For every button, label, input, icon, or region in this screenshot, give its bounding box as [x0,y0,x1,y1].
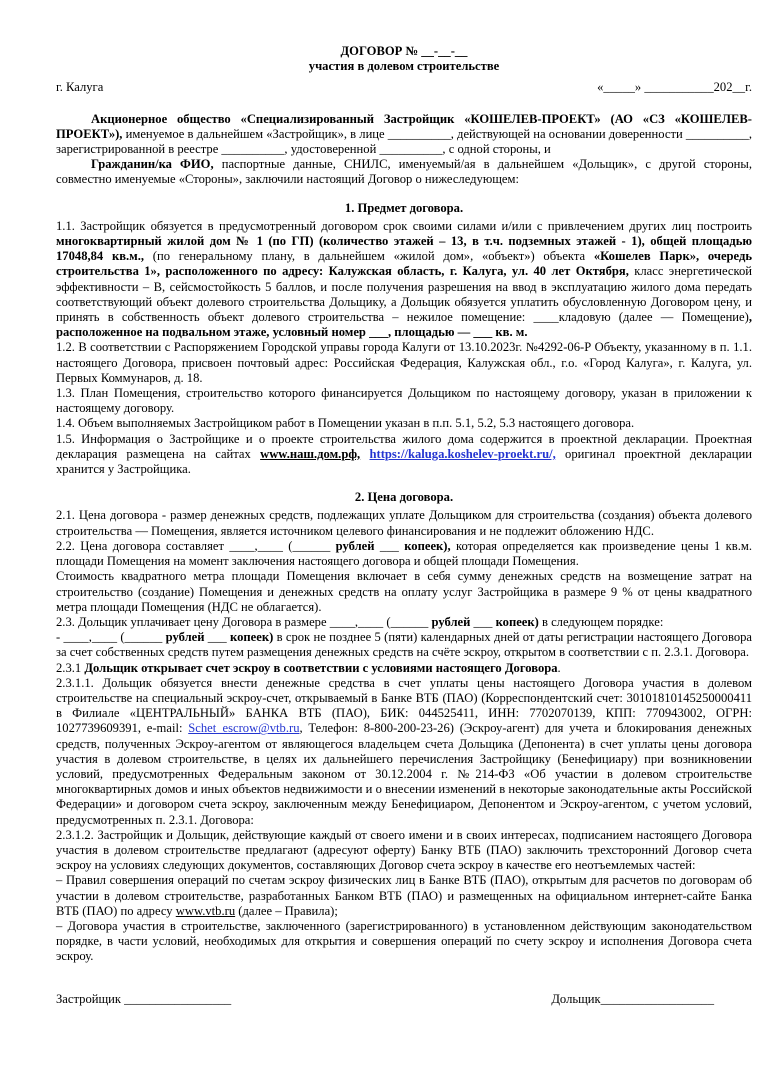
text-run: рублей [165,630,205,645]
text-run: ___ [204,630,231,645]
paragraph-2-3-1-1 [56,676,752,828]
koshelev-proekt-link[interactable]: https://kaluga.koshelev-proekt.ru/, [369,446,556,461]
developer-signature-line: Застройщик _________________ [56,991,232,1006]
text-run: паспортные данные, СНИЛС, именуемый/ая в дальнейшем «Дольщик», с другой стороны, совместно именуемые «Стороны», заключили настоящий Договор о нижеследующем: [56,157,753,187]
text-run: , Телефон: 8-800-200-23-26) (Эскроу-агент) для учета и блокирования денежных средств, полученных Эскроу-агентом от являющегося владельцем счета Дольщика (Депонента) в счет уплаты цены договора участия в долевом строительстве, в целях их дальнейшего перечисления Застройщику (Бенефициару) при возникновении условий, предусмотренных Федеральным законом от 30.12.2004 г. №214-ФЗ «Об участии в долевом строительстве многоквартирных домов и иных объектов недвижимости и о внесении изменений в некоторые законодательные акты Российской Федерации» и договором счета эскроу, заключенным между Бенефициаром, Депонентом и Эскроу-агентом, с учетом условий, предусмотренных п. 2.3.1. Договора: [56,721,752,827]
text-run: – Правил совершения операций по счетам эскроу физических лиц в Банке ВТБ (ПАО), открытым для расчетов по договорам об участии в долевом строительстве, разработанных Банком ВТБ (ПАО) и размещенных на официальном интернет-сайте Банка ВТБ (ПАО) по адресу [56,873,752,918]
paragraph-1-4 [56,416,752,431]
text-run: 1. Предмет договора. [344,200,464,215]
paragraph-2-3-item [56,630,752,660]
paragraph-parties-citizen [56,157,752,187]
text-run: Акционерное общество «Специализированный Застройщик «КОШЕЛЕВ-ПРОЕКТ» (АО «СЗ «КОШЕЛЕВ-ПРОЕКТ»), [56,111,752,141]
text-run: 2.3.1 [56,660,85,675]
text-run: 2.2. Цена договора составляет ____,____ (______ [56,538,336,553]
document-title-line2: участия в долевом строительстве [308,59,500,74]
text-run: рублей [431,614,471,629]
text-run: 1.1. Застройщик обязуется в предусмотренный договором срок своими силами и/или с привлечением других лиц построить [56,218,752,233]
vtb-site-link[interactable]: www.vtb.ru [175,903,236,918]
text-run: копеек) [495,614,539,629]
document-title-line1: ДОГОВОР № __-__-__ [340,44,468,58]
text-run: именуемое в дальнейшем «Застройщик», в лице __________, действующей на основании доверенности __________, зарегистрированной в реестре __________, удостоверенной __________, с одной стороны, и [56,126,752,157]
text-run [360,447,369,461]
document-body [56,112,752,965]
text-run: 1.3. План Помещения, строительство которого финансируется Дольщиком по настоящему договору, указан в приложении к настоящему договору. [56,386,752,416]
shareholder-signature-line: Дольщик__________________ [551,991,714,1006]
text-run: ___ [374,538,405,553]
paragraph-2-2-cost [56,569,752,615]
paragraph-2-3-1-2 [56,828,752,874]
text-run: копеек), [404,538,451,553]
paragraph-2-1 [56,508,752,538]
nash-dom-rf-link[interactable]: www.наш.дом.рф, [260,446,361,461]
text-run: 1.2. В соответствии с Распоряжением Городской управы города Калуги от 13.10.2023г. №4292-06-Р Объекту, указанному в п. 1.1. настоящего Договора, присвоен почтовый адрес: Российская Федерация, Калужская обл., г.о. «Город Калуга», г. Калуга, ул. Первых Коммунаров, д. 18. [56,340,752,385]
text-run: , расположенное на подвальном этаже, условный номер ___, площадью — ___ кв. м. [56,310,752,340]
text-run: (далее – Правила); [235,903,338,918]
paragraph-parties-developer [56,112,752,158]
text-run: - ____,____ (______ [56,630,166,645]
text-run: в следующем порядке: [538,614,664,629]
text-run: многоквартирный жилой дом № 1 (по ГП) (количество этажей – 13, в т.ч. подземных этажей - 1), общей площадью 17048,84 кв.м., [56,234,752,264]
text-run: Стоимость квадратного метра площади Помещения включает в себя сумму денежных средств на возмещение затрат на строительство (создание) Помещения и денежных средств на оплату услуг Застройщика в размере 9 % от цены квадратного метра площади Помещения (НДС не облагается). [56,569,752,614]
date-blank: «_____» ___________202__г. [597,80,752,95]
text-run: (по генеральному плану, в дальнейшем «жилой дом», «объект») объекта [144,249,594,264]
signature-row [56,992,752,1007]
paragraph-rules-item-2 [56,919,752,965]
text-run: копеек) [230,630,274,645]
text-run: «Кошелев Парк», очередь строительства 1», расположенного по адресу: Калужская область, г. Калуга, ул. 40 лет Октября, [56,249,752,279]
paragraph-2-3 [56,615,752,630]
text-run: оригинал проектной декларации хранится у Застройщика. [56,446,752,477]
paragraph-1-2 [56,340,752,386]
text-run: – Договора участия в строительстве, заключенного (зарегистрированного) в установленном действующим законодательством порядке, в части условий, необходимых для открытия и совершения операций по счету эскроу и исполнения Договора счета эскроу. [56,918,752,964]
city-date-row [56,80,752,95]
paragraph-1-5 [56,432,752,478]
text-run: в срок не позднее 5 (пяти) календарных дней от даты регистрации настоящего Договора за счет собственных средств путем размещения денежных средств на счёте эскроу, открытом в соответствии с п. 2.3.1. Договора. [56,630,753,660]
text-run: класс энергетической эффективности – В, сейсмостойкость 5 баллов, и после получения разрешения на ввод в эксплуатацию жилого дома передать соответствующий объект долевого строительства Дольщику, а Дольщик обязуется уплатить обусловленную Договором цену, и принять в собственность объект долевого строительства – нежилое помещение: ____кладовую (далее — Помещение) [56,264,752,325]
paragraph-2-2 [56,539,752,569]
text-run: 2. Цена договора. [354,490,454,505]
text-run: 1.5. Информация о Застройщике и о проекте строительства жилого дома содержится в проектной декларации. Проектная декларация размещена на сайтах [56,431,752,461]
text-run: которая определяется как произведение цены 1 кв.м. площади Помещения на момент заключения настоящего договора и общей площади Помещения. [56,538,752,569]
text-run: 2.3.1.2. Застройщик и Дольщик, действующие каждый от своего имени и в своих интересах, подписанием настоящего Договора участия в долевом строительстве предлагают (адресуют оферту) Банку ВТБ (ПАО) заключить трехсторонний Договор счета эскроу на условиях следующих документов, составляющих Договор счета эскроу в качестве его неотъемлемых частей: [56,827,752,873]
paragraph-1-3 [56,386,752,416]
text-run: 2.3.1.1. Дольщик обязуется внести денежные средства в счет уплаты цены настоящего Договора участия в долевом строительстве на специальный эскроу-счет, открываемый в Банке ВТБ (ПАО) (Корреспондентский счет: 30101810145250000411 в Филиале «ЦЕНТРАЛЬНЫЙ» БАНКА ВТБ (ПАО), БИК: 044525411, ИНН: 7702070139, КПП: 770943002, ОГРН: 1027739609391, e-mail: [56,675,752,736]
city-label: г. Калуга [56,80,104,95]
paragraph-2-3-1 [56,661,752,676]
text-run: 1.4. Объем выполняемых Застройщиком работ в Помещении указан в п.п. 5.1, 5.2, 5.3 настоящего договора. [56,416,635,431]
section-heading-1 [56,201,752,216]
text-run: рублей [335,538,375,553]
document-title [56,44,752,74]
vtb-email-link[interactable]: Schet_escrow@vtb.ru [188,721,300,736]
text-run: . [557,660,561,675]
section-heading-2 [56,490,752,505]
paragraph-1-1 [56,219,752,341]
text-run: Гражданин/ка ФИО, [91,157,214,172]
text-run: ___ [470,614,496,629]
paragraph-rules-item-1 [56,873,752,919]
text-run: 2.3. Дольщик уплачивает цену Договора в размере ____,____ (______ [56,614,432,629]
text-run: Дольщик открывает счет эскроу в соответствии с условиями настоящего Договора [84,660,558,675]
text-run: 2.1. Цена договора - размер денежных средств, подлежащих уплате Дольщиком для строительства (создания) объекта долевого строительства — Помещения, является источником целевого финансирования и не подлежит обложению НДС. [56,508,752,538]
